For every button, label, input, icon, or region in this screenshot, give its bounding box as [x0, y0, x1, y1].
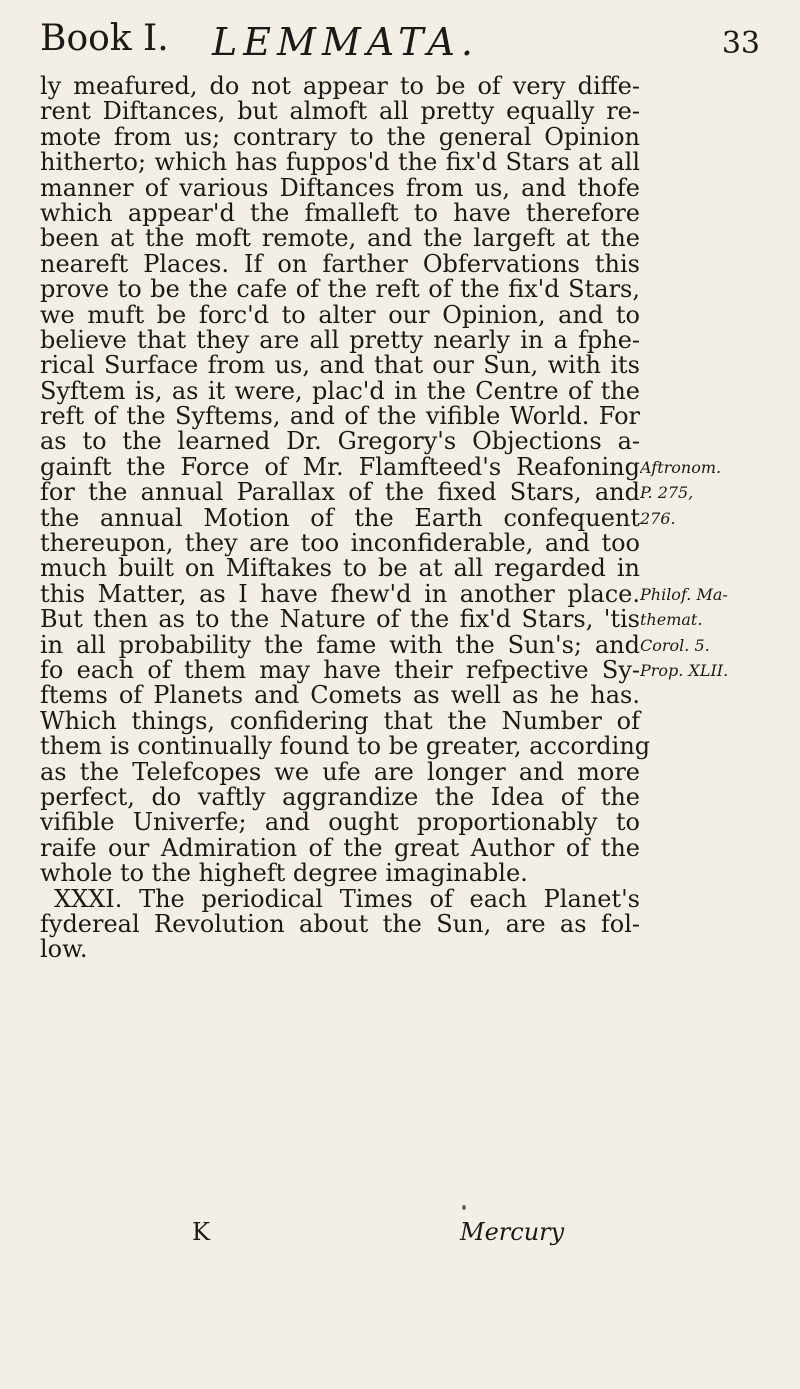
- margin-note: [640, 99, 800, 124]
- page-number: 33: [721, 26, 760, 61]
- text-line: been at the moft remote, and the largeft at the: [40, 224, 640, 253]
- margin-note: [640, 328, 800, 353]
- margin-note: [640, 74, 800, 99]
- margin-note: [640, 556, 800, 581]
- text-line: vifible Univerfe; and ought proportionably to: [40, 808, 640, 837]
- text-line: gainft the Force of Mr. Flamfteed's Reafoning: [40, 452, 640, 481]
- margin-notes-column: [640, 74, 800, 963]
- margin-note: [640, 531, 800, 556]
- text-line: But then as to the Nature of the fix'd Stars, 'tis: [40, 605, 640, 634]
- margin-note: [640, 353, 800, 378]
- margin-note: [640, 683, 800, 708]
- text-line: hitherto; which has fuppos'd the fix'd Stars at all: [40, 148, 640, 177]
- text-line: fydereal Revolution about the Sun, are as fol-: [40, 909, 640, 938]
- text-line: Syftem is, as it were, plac'd in the Centre of the: [40, 376, 640, 405]
- margin-note: Prop. XLII.: [640, 660, 729, 680]
- text-line: mote from us; contrary to the general Opinion: [40, 122, 640, 151]
- margin-note: [640, 937, 800, 962]
- margin-note: P. 275,: [640, 483, 694, 503]
- text-line: this Matter, as I have fhew'd in another place.: [40, 579, 640, 608]
- margin-note: [640, 861, 800, 886]
- margin-note: [640, 887, 800, 912]
- catchword: Mercury: [460, 1218, 565, 1246]
- margin-note: [640, 201, 800, 226]
- text-line: as the Telefcopes we ufe are longer and more: [40, 757, 640, 786]
- running-title: LEMMATA.: [212, 20, 479, 64]
- margin-note: [640, 379, 800, 404]
- text-line: ftems of Planets and Comets as well as he has.: [40, 681, 640, 710]
- margin-note: [640, 404, 800, 429]
- text-line: them is continually found to be greater, according: [40, 732, 651, 761]
- signature-mark: K: [192, 1218, 210, 1246]
- margin-note: [640, 836, 800, 861]
- margin-note: themat.: [640, 610, 703, 630]
- text-line: Which things, confidering that the Number of: [40, 706, 640, 735]
- margin-note: [640, 912, 800, 937]
- text-line: low.: [40, 935, 88, 964]
- text-line: thereupon, they are too inconfiderable, and too: [40, 529, 640, 558]
- book-label: Book I.: [40, 18, 169, 59]
- margin-note: [640, 734, 800, 759]
- margin-note: [640, 176, 800, 201]
- text-line: as to the learned Dr. Gregory's Objections a-: [40, 427, 640, 456]
- text-line: perfect, do vaftly aggrandize the Idea of the: [40, 782, 640, 811]
- margin-note: [640, 252, 800, 277]
- margin-note: [640, 125, 800, 150]
- margin-note: [640, 709, 800, 734]
- text-line: whole to the higheft degree imaginable.: [40, 859, 528, 888]
- text-line: neareft Places. If on farther Obfervations this: [40, 249, 640, 278]
- margin-note: Corol. 5.: [640, 635, 710, 655]
- margin-note: [640, 429, 800, 454]
- text-line: fo each of them may have their refpective Sy-: [40, 655, 640, 684]
- margin-note: [640, 303, 800, 328]
- margin-note: [640, 226, 800, 251]
- running-head: [40, 18, 760, 78]
- text-line: in all probability the fame with the Sun's; and: [40, 630, 640, 659]
- text-line: prove to be the cafe of the reft of the fix'd Stars,: [40, 275, 640, 304]
- margin-note: [640, 810, 800, 835]
- text-line: believe that they are all pretty nearly in a fphe-: [40, 325, 640, 354]
- margin-note: [640, 785, 800, 810]
- text-line: much built on Miftakes to be at all regarded in: [40, 554, 640, 583]
- text-line: rent Diftances, but almoft all pretty equally re-: [40, 97, 640, 126]
- text-line: ly meafured, do not appear to be of very diffe-: [40, 72, 640, 100]
- text-line: raife our Admiration of the great Author of the: [40, 833, 640, 862]
- margin-note: Aftronom.: [640, 457, 722, 477]
- ink-speck: [462, 1205, 466, 1210]
- text-line: we muft be forc'd to alter our Opinion, and to: [40, 300, 640, 329]
- text-line: the annual Motion of the Earth confequent: [40, 503, 640, 532]
- main-text-column: [40, 72, 651, 964]
- text-line: which appear'd the fmalleft to have therefore: [40, 198, 640, 227]
- text-line: rical Surface from us, and that our Sun, with its: [40, 351, 640, 380]
- text-line: reft of the Syftems, and of the vifible World. For: [40, 402, 640, 431]
- text-line: manner of various Diftances from us, and thofe: [40, 173, 640, 202]
- margin-note: Philof. Ma-: [640, 584, 728, 604]
- margin-note: 276.: [640, 508, 676, 528]
- text-line: for the annual Parallax of the fixed Stars, and: [40, 478, 640, 507]
- text-line: XXXI. The periodical Times of each Planet's: [54, 884, 640, 913]
- margin-note: [640, 760, 800, 785]
- margin-note: [640, 277, 800, 302]
- margin-note: [640, 150, 800, 175]
